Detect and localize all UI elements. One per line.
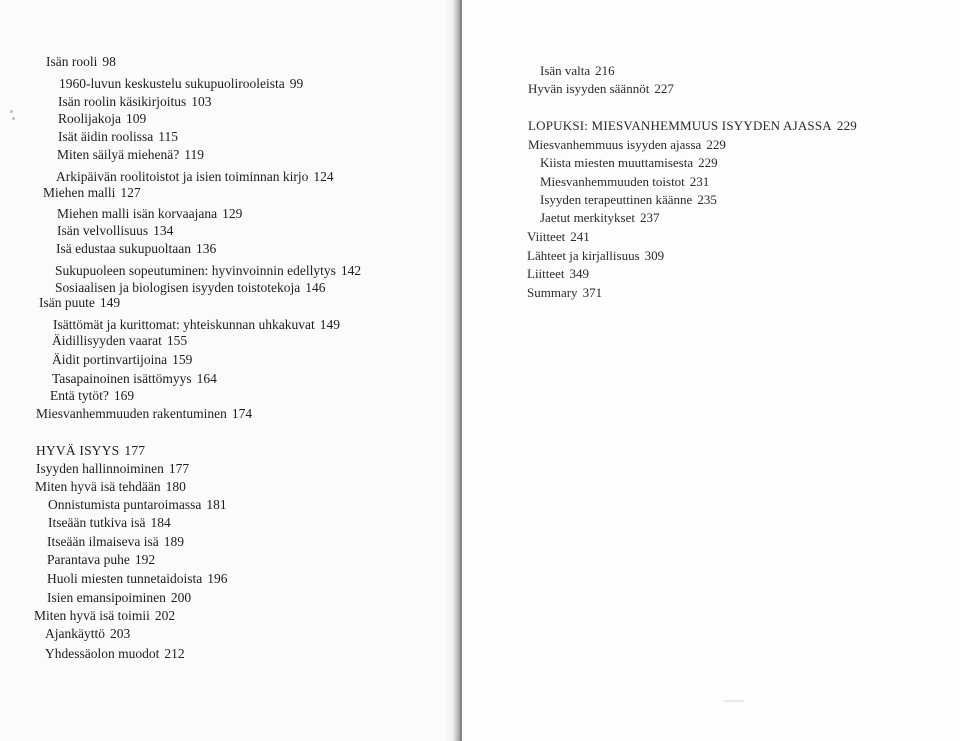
toc-entry-title: Isät äidin roolissa [58, 129, 154, 144]
toc-entry-page: 134 [153, 223, 174, 238]
toc-entry-page: 103 [191, 94, 212, 109]
toc-entry [36, 461, 189, 477]
toc-entry-title: Isyyden hallinnoiminen [36, 461, 164, 476]
toc-entry-title: Roolijakoja [58, 111, 121, 126]
toc-entry-page: 169 [113, 388, 135, 403]
toc-entry [45, 626, 130, 642]
toc-entry-page: 180 [165, 479, 186, 494]
toc-entry-page: 115 [158, 129, 178, 144]
toc-entry [527, 248, 664, 264]
toc-entry [48, 497, 227, 513]
toc-entry-page: 149 [319, 317, 340, 332]
toc-entry-title: Isyyden terapeuttinen käänne [540, 192, 693, 207]
toc-entry-page: 127 [120, 185, 141, 200]
toc-entry-page: 192 [134, 552, 156, 567]
toc-entry [47, 552, 155, 568]
toc-entry-page: 229 [698, 155, 718, 170]
toc-entry [57, 223, 173, 239]
toc-entry [58, 129, 178, 145]
toc-entry-title: Onnistumista puntaroimassa [48, 497, 202, 512]
toc-entry-title: Ajankäyttö [45, 626, 105, 641]
toc-entry-page: 216 [595, 63, 615, 78]
toc-entry-page: 155 [166, 333, 188, 348]
toc-entry [35, 479, 186, 495]
right-toc [462, 0, 960, 741]
toc-entry-title: Miten hyvä isä tehdään [35, 479, 161, 494]
toc-entry-page: 349 [569, 266, 590, 281]
toc-entry [36, 406, 252, 422]
toc-entry [58, 94, 212, 110]
toc-entry-title: Entä tytöt? [50, 388, 109, 403]
toc-entry-title: Itseään tutkiva isä [48, 515, 146, 530]
toc-entry-title: Äidillisyyden vaarat [52, 333, 162, 348]
toc-entry-page: 227 [654, 81, 674, 96]
toc-entry-title: Isien emansipoiminen [47, 590, 166, 605]
toc-entry [47, 534, 184, 550]
toc-entry-title: Sosiaalisen ja biologisen isyyden toistotekoja [55, 280, 301, 295]
toc-entry [540, 155, 718, 171]
toc-entry-title: Kiista miesten muuttamisesta [540, 155, 694, 170]
toc-entry-title: Isä edustaa sukupuoltaan [56, 241, 191, 256]
toc-entry-page: 181 [206, 497, 227, 512]
right-page [462, 0, 960, 741]
toc-entry [50, 388, 134, 404]
toc-entry-title: Yhdessäolon muodot [45, 646, 160, 661]
toc-entry-page: 124 [313, 169, 334, 184]
toc-entry-title: Miten hyvä isä toimii [34, 608, 150, 623]
toc-entry [47, 571, 227, 587]
page-mark [724, 700, 744, 702]
toc-entry-title: LOPUKSI: MIESVANHEMMUUS ISYYDEN AJASSA [528, 118, 832, 133]
toc-entry-title: Summary [527, 285, 578, 300]
toc-section-heading [36, 443, 145, 459]
toc-entry-title: Parantava puhe [47, 552, 130, 567]
toc-entry [527, 266, 589, 282]
toc-entry-title: Äidit portinvartijoina [52, 352, 168, 367]
toc-entry-page: 212 [164, 646, 185, 661]
toc-section-heading [528, 118, 857, 134]
toc-entry [527, 229, 590, 245]
toc-entry-title: Isän rooli [46, 54, 98, 69]
toc-entry-page: 189 [163, 534, 184, 549]
toc-entry [59, 76, 303, 92]
toc-entry-title: Miesvanhemmuus isyyden ajassa [528, 137, 702, 152]
toc-entry [43, 185, 141, 201]
toc-entry [57, 206, 242, 222]
toc-entry-page: 129 [222, 206, 243, 221]
toc-entry-title: Isän roolin käsikirjoitus [58, 94, 187, 109]
toc-entry [58, 111, 146, 127]
toc-entry [540, 63, 615, 79]
toc-entry-page: 231 [689, 174, 710, 189]
toc-entry-title: Miesvanhemmuuden rakentuminen [36, 406, 227, 421]
toc-entry-title: Miesvanhemmuuden toistot [540, 174, 685, 189]
toc-entry [55, 263, 361, 279]
toc-entry-title: Tasapainoinen isättömyys [52, 371, 192, 386]
toc-entry-title: Isättömät ja kurittomat: yhteiskunnan uhkakuvat [53, 317, 315, 332]
toc-entry-title: Isän velvollisuus [57, 223, 149, 238]
toc-entry-page: 229 [836, 118, 857, 133]
toc-entry-page: 309 [644, 248, 665, 263]
left-toc [0, 0, 460, 741]
toc-entry-page: 119 [184, 147, 204, 162]
toc-entry-title: 1960-luvun keskustelu sukupuolirooleista [59, 76, 285, 91]
toc-entry-title: Viitteet [527, 229, 566, 244]
toc-entry-title: Lähteet ja kirjallisuus [527, 248, 640, 263]
toc-entry [528, 137, 726, 153]
toc-entry [57, 147, 204, 163]
toc-entry-page: 200 [170, 590, 192, 605]
toc-entry [48, 515, 171, 531]
toc-entry-page: 99 [289, 76, 304, 91]
toc-entry-title: Huoli miesten tunnetaidoista [47, 571, 203, 586]
toc-entry [540, 174, 709, 190]
toc-entry-page: 196 [207, 571, 228, 586]
toc-entry [528, 81, 674, 97]
toc-entry-page: 149 [99, 295, 121, 310]
toc-entry-title: Miten säilyä miehenä? [57, 147, 180, 162]
toc-entry [53, 317, 340, 333]
toc-entry [55, 280, 325, 296]
toc-entry-page: 164 [196, 371, 217, 386]
toc-entry [52, 352, 192, 368]
toc-entry [39, 295, 120, 311]
toc-entry [52, 333, 187, 349]
toc-entry-title: Isän puute [39, 295, 95, 310]
toc-entry-title: Arkipäivän roolitoistot ja isien toiminnan kirjo [56, 169, 309, 184]
toc-entry-title: Itseään ilmaiseva isä [47, 534, 159, 549]
toc-entry [527, 285, 602, 301]
toc-entry-title: Isän valta [540, 63, 591, 78]
toc-entry-page: 109 [126, 111, 147, 126]
toc-entry-page: 237 [639, 210, 660, 225]
toc-entry-page: 202 [154, 608, 176, 623]
toc-entry-page: 184 [150, 515, 171, 530]
toc-entry [540, 210, 659, 226]
toc-entry-page: 136 [195, 241, 217, 256]
toc-entry-title: HYVÄ ISYYS [36, 443, 120, 458]
toc-entry [45, 646, 185, 662]
toc-entry-page: 174 [231, 406, 253, 421]
toc-entry-page: 371 [582, 285, 603, 300]
toc-entry-title: Miehen malli [43, 185, 116, 200]
toc-entry-title: Hyvän isyyden säännöt [528, 81, 650, 96]
toc-entry-page: 229 [706, 137, 726, 152]
toc-entry-title: Sukupuoleen sopeutuminen: hyvinvoinnin edellytys [55, 263, 336, 278]
page-mark [10, 110, 13, 113]
left-page [0, 0, 460, 741]
toc-entry-title: Liitteet [527, 266, 565, 281]
toc-entry-page: 177 [168, 461, 190, 476]
toc-entry [47, 590, 191, 606]
toc-entry [56, 241, 216, 257]
toc-entry-title: Jaetut merkitykset [540, 210, 635, 225]
toc-entry-page: 159 [172, 352, 193, 367]
toc-entry-page: 177 [124, 443, 146, 458]
toc-entry [52, 371, 217, 387]
toc-entry-page: 203 [110, 626, 131, 641]
toc-entry [34, 608, 175, 624]
toc-entry-title: Miehen malli isän korvaajana [57, 206, 218, 221]
toc-entry [540, 192, 717, 208]
toc-entry-page: 146 [305, 280, 326, 295]
toc-entry [46, 54, 116, 70]
toc-entry-page: 235 [697, 192, 717, 207]
toc-entry-page: 98 [102, 54, 116, 69]
toc-entry-page: 241 [570, 229, 590, 244]
toc-entry-page: 142 [340, 263, 362, 278]
page-mark [12, 117, 15, 120]
toc-entry [56, 169, 334, 185]
